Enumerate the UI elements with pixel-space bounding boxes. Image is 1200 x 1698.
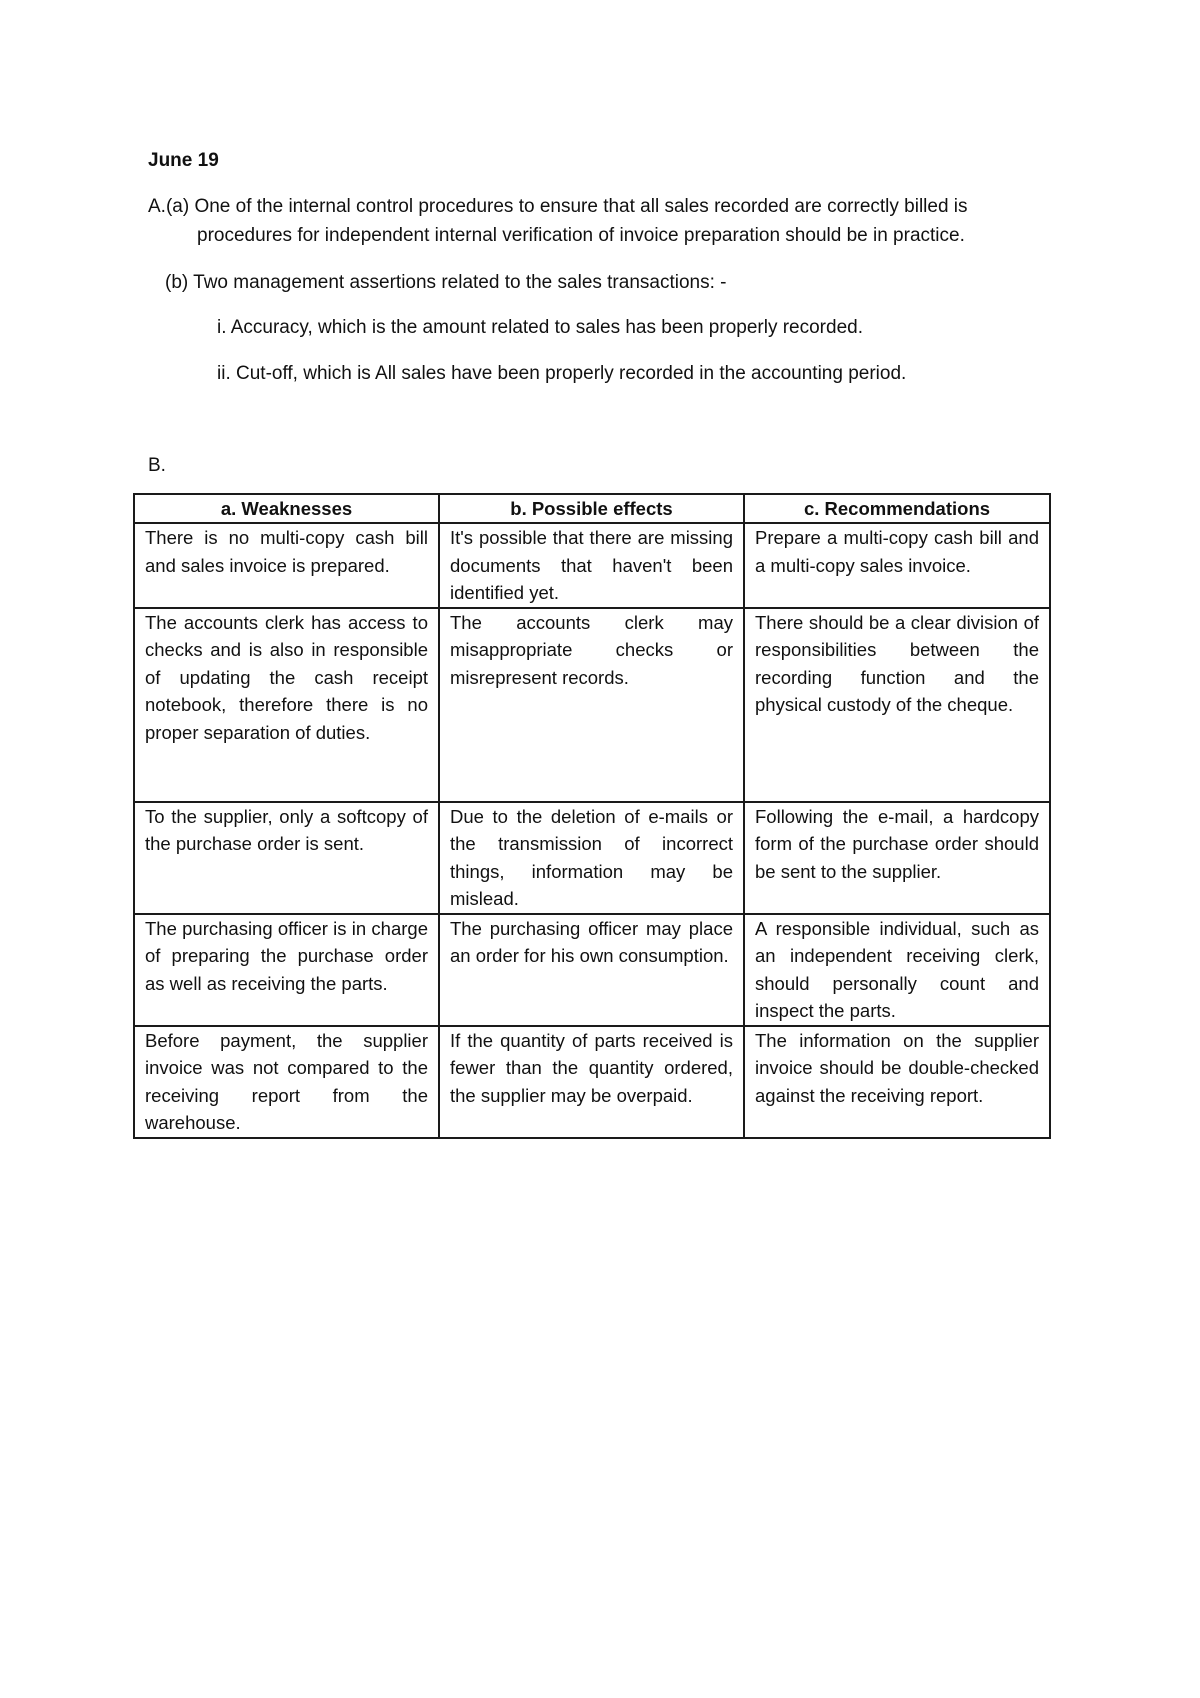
weaknesses-table [133, 493, 1051, 1139]
header-possible-effects: b. Possible effects [439, 494, 744, 523]
recommendation-cell: Prepare a multi-copy cash bill and a multi-copy sales invoice. [744, 523, 1050, 608]
assertion-cut-off: ii. Cut-off, which is All sales have been properly recorded in the accounting period. [217, 363, 907, 384]
table-row [134, 802, 1050, 914]
table-row [134, 608, 1050, 802]
section-b-label: B. [148, 455, 166, 476]
weakness-cell: To the supplier, only a softcopy of the purchase order is sent. [134, 802, 439, 914]
recommendation-cell: Following the e-mail, a hardcopy form of the purchase order should be sent to the supplier. [744, 802, 1050, 914]
table-header-row [134, 494, 1050, 523]
effect-cell: If the quantity of parts received is fewer than the quantity ordered, the supplier may be overpaid. [439, 1026, 744, 1138]
answer-a-part-a-continued: procedures for independent internal verification of invoice preparation should be in practice. [197, 225, 965, 246]
header-weaknesses: a. Weaknesses [134, 494, 439, 523]
answer-a-part-a: A.(a) One of the internal control procedures to ensure that all sales recorded are correctly billed is [148, 196, 968, 217]
recommendation-cell: A responsible individual, such as an independent receiving clerk, should personally count and inspect the parts. [744, 914, 1050, 1026]
answer-a-part-b: (b) Two management assertions related to the sales transactions: - [165, 272, 727, 293]
table-row [134, 914, 1050, 1026]
document-date-heading: June 19 [148, 150, 219, 171]
weakness-cell: The purchasing officer is in charge of preparing the purchase order as well as receiving the parts. [134, 914, 439, 1026]
effect-cell: Due to the deletion of e-mails or the transmission of incorrect things, information may be mislead. [439, 802, 744, 914]
effect-cell: The accounts clerk may misappropriate checks or misrepresent records. [439, 608, 744, 802]
effect-cell: It's possible that there are missing documents that haven't been identified yet. [439, 523, 744, 608]
weakness-cell: The accounts clerk has access to checks and is also in responsible of updating the cash receipt notebook, therefore there is no proper separation of duties. [134, 608, 439, 802]
weakness-cell: There is no multi-copy cash bill and sales invoice is prepared. [134, 523, 439, 608]
table-row [134, 523, 1050, 608]
assertion-accuracy: i. Accuracy, which is the amount related to sales has been properly recorded. [217, 317, 863, 338]
header-recommendations: c. Recommendations [744, 494, 1050, 523]
table-row [134, 1026, 1050, 1138]
weakness-cell: Before payment, the supplier invoice was not compared to the receiving report from the warehouse. [134, 1026, 439, 1138]
recommendation-cell: There should be a clear division of responsibilities between the recording function and the physical custody of the cheque. [744, 608, 1050, 802]
effect-cell: The purchasing officer may place an order for his own consumption. [439, 914, 744, 1026]
recommendation-cell: The information on the supplier invoice should be double-checked against the receiving report. [744, 1026, 1050, 1138]
